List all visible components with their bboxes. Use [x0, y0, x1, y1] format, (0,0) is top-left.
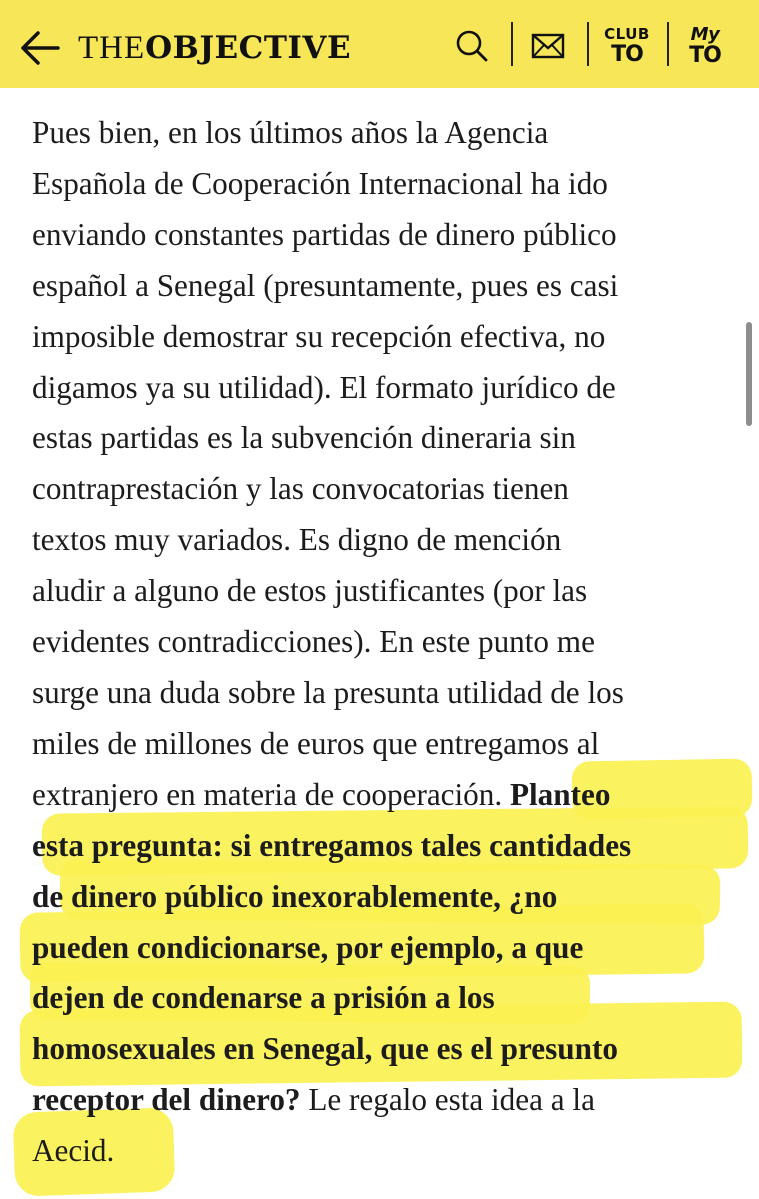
article-line: contraprestación y las convocatorias tienen — [32, 471, 569, 507]
header-divider — [511, 22, 513, 66]
highlighted-line: esta pregunta: si entregamos tales cantidades — [32, 827, 632, 863]
my-label-line1: My — [690, 23, 720, 45]
club-label-line1: CLUB — [604, 24, 650, 43]
article-line: imposible demostrar su recepción efectiva, no — [32, 318, 606, 354]
article-line: textos muy variados. Es digno de mención — [32, 522, 562, 558]
article-line: enviando constantes partidas de dinero público — [32, 216, 617, 252]
article-line: surge una duda sobre la presunta utilidad de los — [32, 674, 624, 710]
header-divider — [587, 22, 589, 66]
search-icon[interactable] — [450, 22, 494, 70]
header-divider — [667, 22, 669, 66]
highlighted-line: pueden condicionarse, por ejemplo, a que — [32, 929, 584, 965]
article-line: estas partidas es la subvención dineraria sin — [32, 420, 576, 456]
article-line: evidentes contradicciones). En este punto me — [32, 624, 595, 660]
article-line: español a Senegal (presuntamente, pues es casi — [32, 267, 619, 303]
highlighted-line: homosexuales en Senegal, que es el presunto — [32, 1031, 618, 1067]
club-to-logo — [604, 24, 650, 67]
top-bar — [0, 0, 759, 88]
mail-icon[interactable] — [526, 22, 570, 70]
highlighted-text: receptor del dinero? — [32, 1082, 301, 1118]
logo-prefix: THE — [78, 30, 146, 66]
highlighted-line: de dinero público inexorablemente, ¿no — [32, 878, 558, 914]
scrollbar-thumb[interactable] — [746, 322, 752, 426]
article-line — [32, 1075, 732, 1126]
club-to-button[interactable] — [602, 22, 652, 70]
my-to-button[interactable] — [680, 22, 730, 70]
article-text: Le regalo esta idea a la — [300, 1082, 595, 1118]
article-line: Española de Cooperación Internacional ha ido — [32, 165, 608, 201]
article-line: Aecid. — [32, 1133, 115, 1169]
logo-main: OBJECTIVE — [145, 30, 352, 66]
my-label-line2: TO — [689, 42, 721, 68]
article-line — [32, 770, 732, 821]
article-text: extranjero en materia de cooperación. — [32, 776, 510, 812]
highlighted-text: Planteo — [509, 776, 611, 812]
article-body — [32, 108, 732, 1177]
article-line: aludir a alguno de estos justificantes (por las — [32, 573, 588, 609]
my-to-logo — [689, 23, 721, 68]
club-label-line2: TO — [611, 41, 643, 67]
site-logo[interactable] — [78, 30, 351, 70]
article-line: Pues bien, en los últimos años la Agencia — [32, 115, 549, 150]
back-arrow-icon[interactable] — [18, 28, 62, 68]
article-line: miles de millones de euros que entregamos al — [32, 725, 600, 761]
article-line: digamos ya su utilidad). El formato jurídico de — [32, 369, 616, 405]
highlighted-line: dejen de condenarse a prisión a los — [32, 980, 495, 1016]
